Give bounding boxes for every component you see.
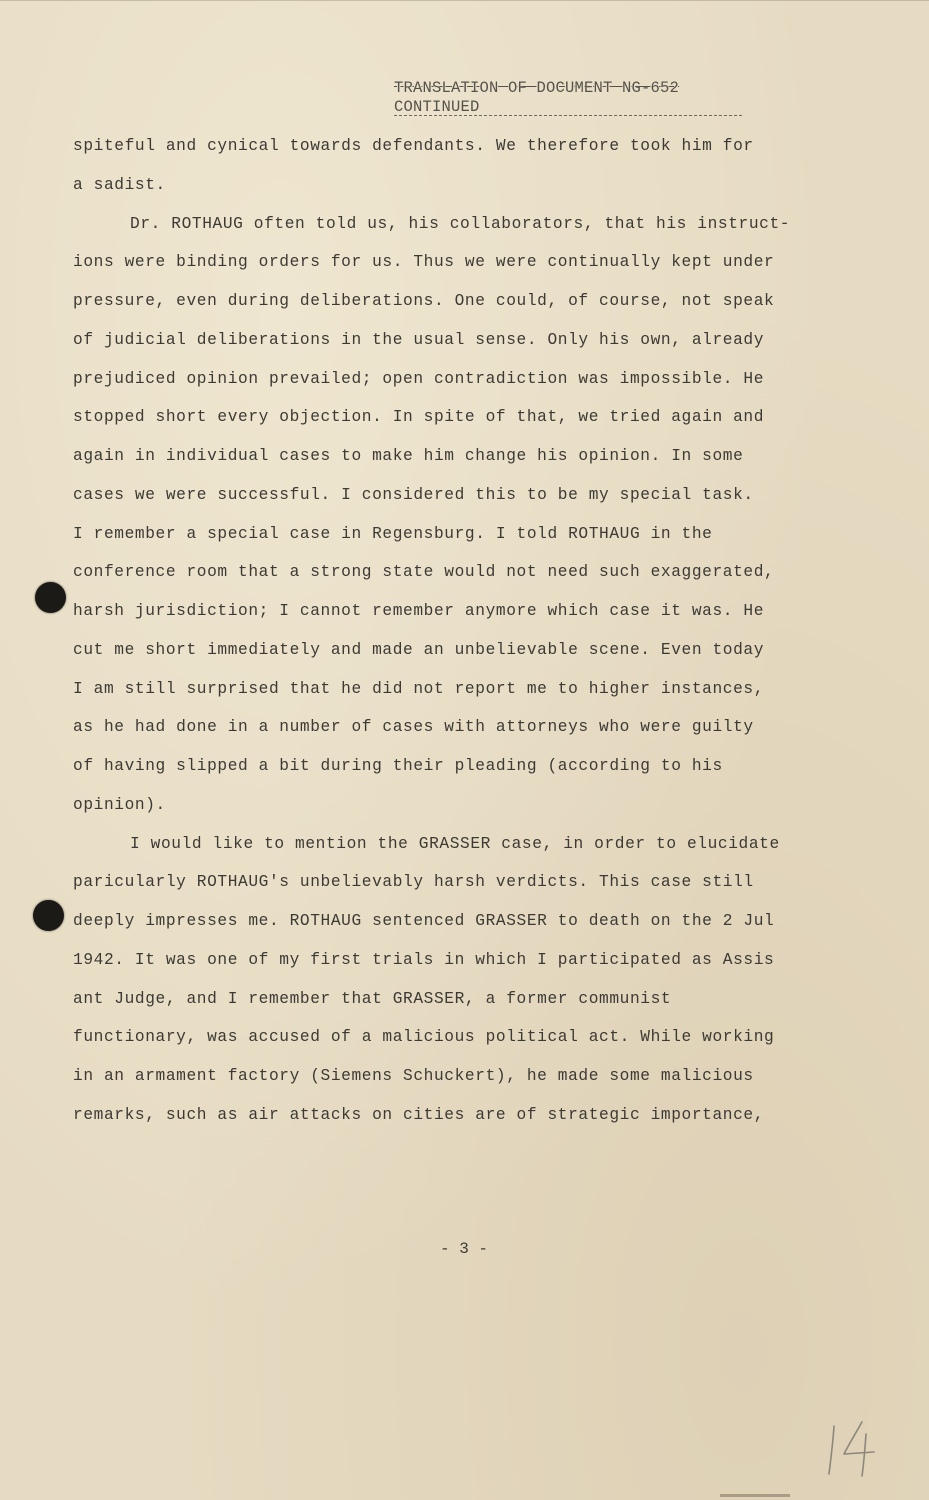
body-line: conference room that a strong state would not need such exaggerated, bbox=[73, 563, 775, 582]
body-line: in an armament factory (Siemens Schuckert), he made some malicious bbox=[73, 1067, 754, 1085]
body-line: remarks, such as air attacks on cities are of strategic importance, bbox=[73, 1105, 765, 1124]
body-line: harsh jurisdiction; I cannot remember anymore which case it was. He bbox=[73, 602, 765, 620]
body-line: opinion). bbox=[73, 795, 166, 814]
top-edge-line bbox=[0, 0, 929, 1]
body-line: stopped short every objection. In spite of that, we tried again and bbox=[73, 408, 765, 427]
header-title: TRANSLATION OF DOCUMENT NG-652 bbox=[394, 79, 680, 97]
body-line: deeply impresses me. ROTHAUG sentenced GRASSER to death on the 2 Jul bbox=[73, 912, 775, 930]
body-line: 1942. It was one of my first trials in which I participated as Assis bbox=[73, 950, 775, 969]
punch-hole-lower bbox=[33, 900, 64, 931]
body-line: ant Judge, and I remember that GRASSER, a former communist bbox=[73, 989, 672, 1008]
header-rule bbox=[394, 115, 742, 116]
body-line: of judicial deliberations in the usual sense. Only his own, already bbox=[73, 330, 765, 349]
body-line: I am still surprised that he did not report me to higher instances, bbox=[73, 679, 765, 698]
body-line: cases we were successful. I considered this to be my special task. bbox=[73, 485, 754, 504]
document-header bbox=[394, 79, 754, 117]
body-line: of having slipped a bit during their pleading (according to his bbox=[73, 757, 723, 775]
body-line: a sadist. bbox=[73, 175, 166, 194]
body-line: functionary, was accused of a malicious political act. While working bbox=[73, 1028, 775, 1047]
body-line: I remember a special case in Regensburg. I told ROTHAUG in the bbox=[73, 524, 713, 543]
body-line: again in individual cases to make him change his opinion. In some bbox=[73, 447, 744, 465]
body-line: cut me short immediately and made an unbelievable scene. Even today bbox=[73, 640, 765, 659]
header-subtitle: CONTINUED bbox=[394, 98, 480, 116]
handwritten-folio-number bbox=[824, 1414, 884, 1478]
body-line: prejudiced opinion prevailed; open contradiction was impossible. He bbox=[73, 369, 765, 388]
bottom-edge-mark bbox=[720, 1494, 790, 1497]
page-number: - 3 - bbox=[440, 1240, 489, 1258]
punch-hole-upper bbox=[35, 582, 66, 613]
body-line: ions were binding orders for us. Thus we were continually kept under bbox=[73, 253, 775, 272]
body-line: paricularly ROTHAUG's unbelievably harsh verdicts. This case still bbox=[73, 873, 754, 892]
body-line: I would like to mention the GRASSER case, in order to elucidate bbox=[130, 834, 780, 853]
body-line: as he had done in a number of cases with attorneys who were guilty bbox=[73, 718, 754, 737]
body-line: pressure, even during deliberations. One could, of course, not speak bbox=[73, 292, 775, 310]
document-body bbox=[73, 134, 873, 1142]
body-line: Dr. ROTHAUG often told us, his collaborators, that his instruct- bbox=[130, 214, 791, 233]
body-line: spiteful and cynical towards defendants. We therefore took him for bbox=[73, 137, 754, 155]
